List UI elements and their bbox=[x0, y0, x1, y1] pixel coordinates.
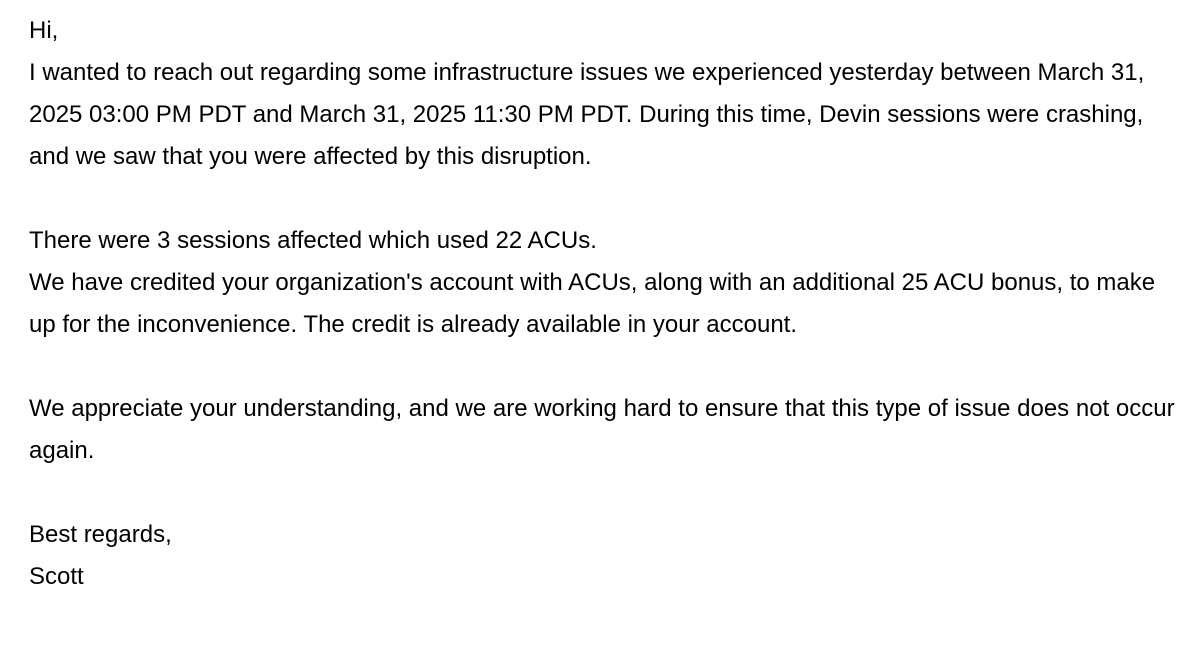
email-credit-notice: We have credited your organization's account with ACUs, along with an additional 25 ACU bonus, to make up for the inconvenience. The credit is already available in your account. bbox=[29, 269, 1162, 338]
email-body bbox=[29, 10, 1182, 598]
email-sessions-affected: There were 3 sessions affected which used 22 ACUs. bbox=[29, 227, 597, 254]
email-signature: Scott bbox=[29, 563, 84, 590]
email-paragraph-incident: I wanted to reach out regarding some infrastructure issues we experienced yesterday between March 31, 2025 03:00 PM PDT and March 31, 2025 11:30 PM PDT. During this time, Devin sessions were crashing, and we saw that you were affected by this disruption. bbox=[29, 59, 1151, 170]
paragraph-spacer bbox=[29, 346, 1179, 388]
paragraph-spacer bbox=[29, 472, 1179, 514]
email-appreciation: We appreciate your understanding, and we are working hard to ensure that this type of issue does not occur again. bbox=[29, 395, 1182, 464]
paragraph-spacer bbox=[29, 178, 1179, 220]
email-closing: Best regards, bbox=[29, 521, 172, 548]
email-greeting: Hi, bbox=[29, 17, 59, 44]
